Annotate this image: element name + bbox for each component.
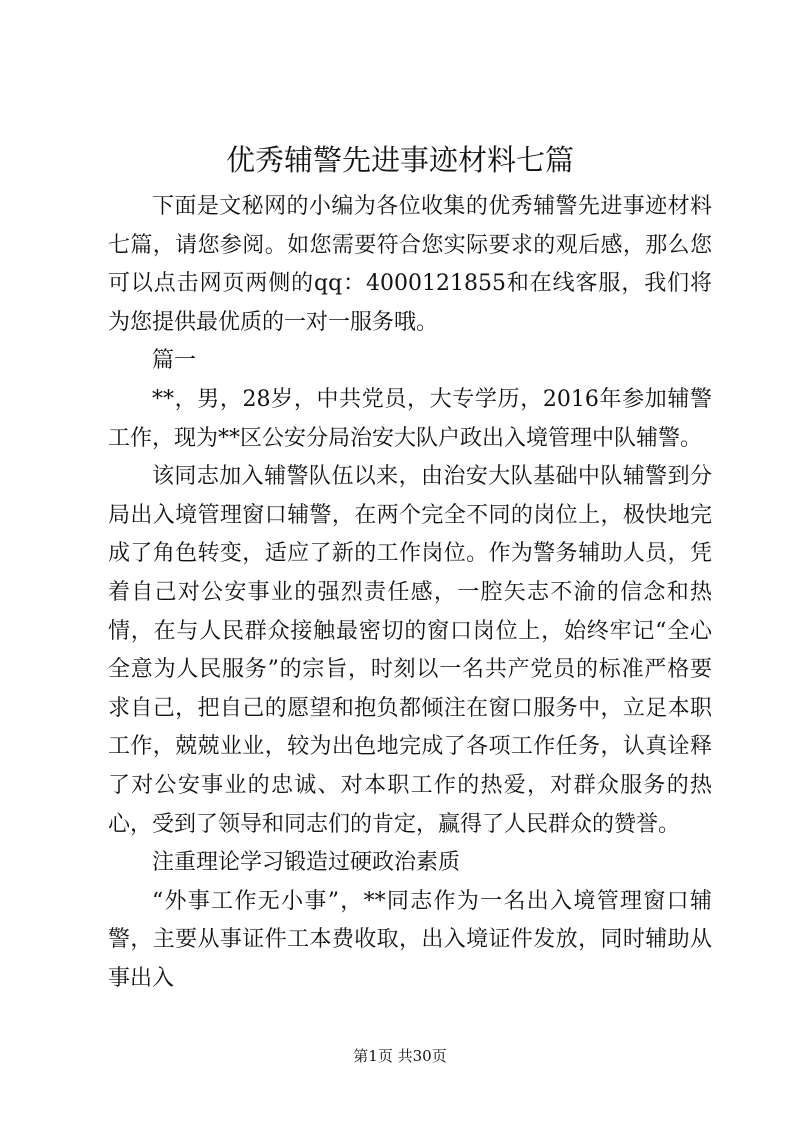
- document-body: [108, 188, 712, 998]
- subheading-theory-study: 注重理论学习锻造过硬政治素质: [152, 850, 461, 876]
- paragraph-summary: 该同志加入辅警队伍以来，由治安大队基础中队辅警到分局出入境管理窗口辅警，在两个完全不同的岗位上，极快地完成了角色转变，适应了新的工作岗位。作为警务辅助人员，凭着自己对公安事业的强烈责任感，一腔矢志不渝的信念和热情，在与人民群众接触最密切的窗口岗位上，始终牢记“全心全意为人民服务”的宗旨，时刻以一名共产党员的标准严格要求自己，把自己的愿望和抱负都倾注在窗口服务中，立足本职工作，兢兢业业，较为出色地完成了各项工作任务，认真诠释了对公安事业的忠诚、对本职工作的热爱，对群众服务的热心，受到了领导和同志们的肯定，赢得了人民群众的赞誉。: [108, 464, 712, 837]
- document-title: 优秀辅警先进事迹材料七篇: [225, 143, 574, 177]
- section-heading-part-one: 篇一: [152, 348, 197, 374]
- paragraph-foreign-affairs: “外事工作无小事”，**同志作为一名出入境管理窗口辅警，主要从事证件工本费收取，出入境证件发放，同时辅助从事出入: [108, 888, 712, 991]
- page-footer: 第1页 共30页: [353, 1047, 447, 1065]
- paragraph-intro: 下面是文秘网的小编为各位收集的优秀辅警先进事迹材料七篇，请您参阅。如您需要符合您实际要求的观后感，那么您可以点击网页两侧的qq：4000121855和在线客服，我们将为您提供最优质的一对一服务哦。: [108, 194, 712, 335]
- paragraph-profile: **，男，28岁，中共党员，大专学历，2016年参加辅警工作，现为**区公安分局治安大队户政出入境管理中队辅警。: [108, 386, 712, 451]
